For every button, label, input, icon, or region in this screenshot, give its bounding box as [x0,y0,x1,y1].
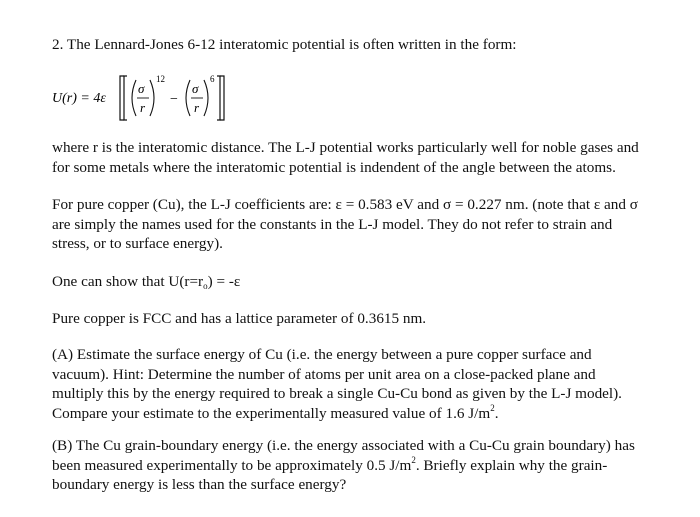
fcc-line: Pure copper is FCC and has a lattice parameter of 0.3615 nm. [52,310,427,327]
part-a-paragraph [52,345,682,423]
fraction-2-numerator: σ [192,81,199,96]
formula-lhs: U(r) = 4ε [52,91,106,106]
part-b-line-1: (B) The Cu grain-boundary energy (i.e. the energy associated with a Cu-Cu grain boundary) has [52,437,635,454]
paren-1-right [150,80,154,116]
show-subscript: o [203,281,208,291]
fraction-2-denominator: r [194,100,200,115]
formula-minus: − [170,92,178,107]
show-prefix: One can show that U(r=r [52,273,204,290]
copper-line-2: are simply the names used for the constants in the L-J model. They do not refer to strain and [52,215,613,233]
part-a-line-4-prefix: Compare your estimate to the experimentally measured value of 1.6 J/m [52,404,491,422]
copper-line-1: For pure copper (Cu), the L-J coefficients are: ε = 0.583 eV and σ = 0.227 nm. (note that ε and σ [52,196,638,213]
fraction-1-denominator: r [140,100,146,115]
part-a-line-3: multiply this by the energy required to break a single Cu-Cu bond as given by the L-J model). [52,385,622,402]
copper-paragraph [52,195,682,254]
show-suffix: ) = -ε [207,273,241,290]
part-b-line-2 [52,456,682,476]
lennard-jones-formula [52,68,242,128]
where-paragraph [52,138,682,177]
exponent-12: 12 [156,74,165,84]
formula-svg [52,68,242,128]
part-b-line-2-suffix: . Briefly explain why the grain- [415,456,608,474]
part-a-line-1: (A) Estimate the surface energy of Cu (i.e. the energy between a pure copper surface and [52,346,592,363]
show-line [52,272,682,292]
paren-2-left [186,80,190,116]
part-a-line-4-sup: 2 [490,402,495,413]
copper-line-3: stress, or to surface energy). [52,235,223,252]
exponent-6: 6 [210,74,215,84]
where-line-2: for some metals where the interatomic potential is indendent of the angle between the atoms. [52,158,616,176]
part-a-line-4 [52,404,682,424]
part-b-line-2-sup: 2 [411,454,416,465]
show-paragraph [52,272,682,292]
paren-2-right [204,80,208,116]
part-a-line-4-suffix: . [494,404,499,422]
outer-bracket-left-inner [124,76,127,120]
fraction-1-numerator: σ [138,81,145,96]
part-a-line-2: vacuum). Hint: Determine the number of atoms per unit area on a close-packed plane and [52,365,596,383]
part-b-paragraph [52,436,682,495]
where-line-1: where r is the interatomic distance. The L-J potential works particularly well for noble gases and [52,139,639,156]
fcc-paragraph [52,309,682,329]
paren-1-left [132,80,136,116]
part-b-line-3: boundary energy is less than the surface energy? [52,476,347,493]
part-b-line-2-prefix: been measured experimentally to be approximately 0.5 J/m [52,456,412,474]
question-heading: 2. The Lennard-Jones 6-12 interatomic potential is often written in the form: [52,36,517,53]
outer-bracket-right-inner [217,76,220,120]
